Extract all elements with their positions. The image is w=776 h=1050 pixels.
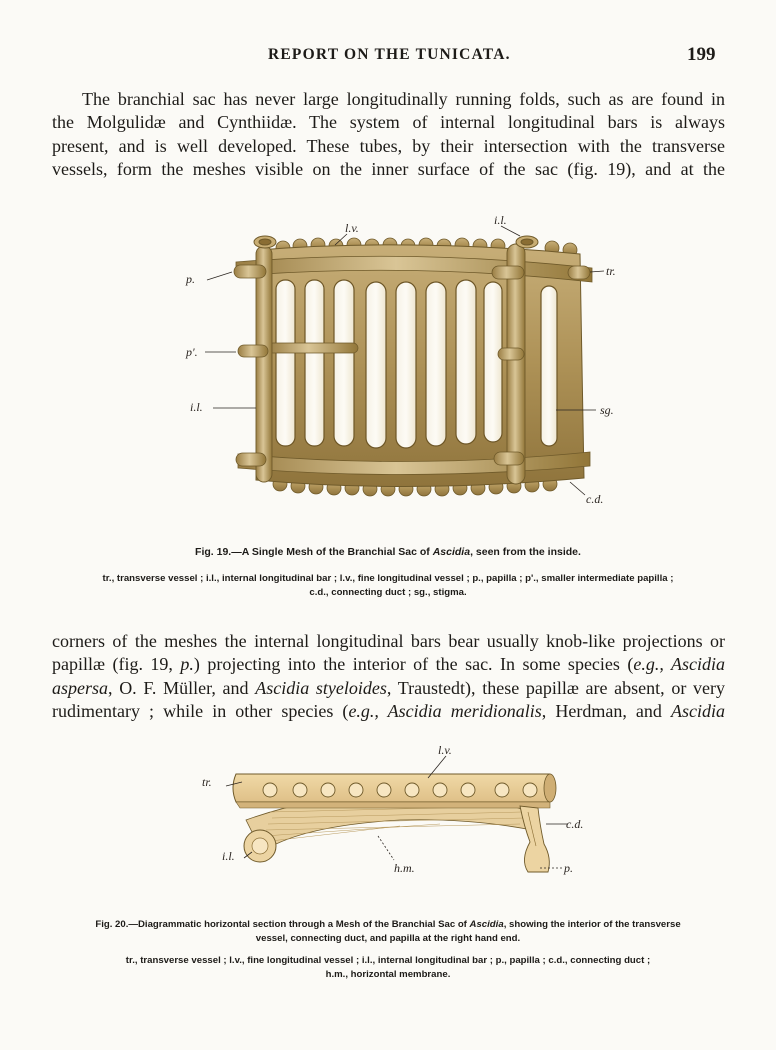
text-run: , O. F. Müller, and	[108, 677, 256, 698]
text-run-italic: e.g., Ascidia meridionalis	[348, 700, 542, 721]
running-title: REPORT ON THE TUNICATA.	[268, 46, 511, 63]
text-run: papillæ (fig. 19,	[52, 654, 181, 675]
fig20-label-lv: l.v.	[438, 743, 452, 757]
figure-19-caption-prefix: Fig. 19.—A Single Mesh of the Branchial Sac of	[195, 546, 433, 558]
fig20-label-p: p.	[564, 861, 573, 875]
figure-20-legend-line: h.m., horizontal membrane.	[325, 969, 451, 980]
figure-20-caption-suffix: , showing the interior of the transverse	[503, 919, 681, 930]
fig19-label-sg: sg.	[600, 403, 614, 417]
text-run-italic: Ascidia	[670, 700, 725, 721]
figure-19-legend-line: c.d., connecting duct ; sg., stigma.	[309, 587, 467, 598]
figure-20-caption-line: vessel, connecting duct, and papilla at the right hand end.	[255, 933, 521, 944]
paragraph-2	[52, 630, 725, 723]
figure-19-caption-genus: Ascidia	[432, 546, 471, 558]
fig19-label-p: p.	[186, 272, 195, 286]
fig20-label-tr: tr.	[202, 775, 212, 789]
fig19-label-il: i.l.	[190, 400, 203, 414]
figure-20-legend	[0, 954, 776, 982]
fig19-label-p-prime: p'.	[186, 345, 198, 359]
text-run: , Traustedt), these papillæ are absent, or very	[386, 677, 725, 698]
mesh-body	[234, 236, 592, 496]
figure-19-legend-line: tr., transverse vessel ; i.l., internal longitudinal bar ; l.v., fine longitudinal vessel ; p., papilla ; p'., smaller intermediate papilla ;	[102, 573, 674, 584]
paragraph-line: present, and is well developed. These tubes, by their intersection with the transverse	[52, 135, 725, 156]
page-number: 199	[687, 44, 716, 65]
fig19-label-lv: l.v.	[345, 221, 359, 235]
figure-19-legend	[0, 572, 776, 600]
figure-20-legend-line: tr., transverse vessel ; l.v., fine longitudinal vessel ; i.l., internal longitudinal bar ; p., papilla ; c.d., connecting duct ;	[125, 955, 651, 966]
figure-20-caption	[40, 918, 736, 946]
figure-20-caption-line	[40, 918, 736, 932]
paragraph-line: vessels, form the meshes visible on the inner surface of the sac (fig. 19), and at the	[52, 158, 725, 179]
paragraph-line: The branchial sac has never large longitudinally running folds, such as are found in	[82, 89, 725, 109]
paragraph-line: corners of the meshes the internal longitudinal bars bear usually knob-like projections or	[52, 631, 725, 651]
figure-19-caption	[0, 546, 776, 558]
text-run: rudimentary ; while in other species (	[52, 700, 349, 721]
figure-20-illustration	[233, 774, 556, 872]
figure-20-caption-prefix: Fig. 20.—Diagrammatic horizontal section through a Mesh of the Branchial Sac of	[95, 919, 470, 930]
fig20-label-cd: c.d.	[566, 817, 584, 831]
fig19-label-tr: tr.	[606, 264, 616, 278]
text-run: , Herdman, and	[541, 700, 671, 721]
fig19-label-cd: c.d.	[586, 492, 604, 506]
text-run-italic: e.g., Ascidia	[633, 654, 725, 675]
text-run-italic: p.	[180, 654, 194, 675]
paragraph-line	[52, 700, 725, 723]
fig19-label-il-top: i.l.	[494, 213, 507, 227]
paragraph-line	[52, 677, 725, 700]
text-run-italic: aspersa	[52, 677, 109, 698]
paragraph-line: the Molgulidæ and Cynthiidæ. The system of internal longitudinal bars is always	[52, 112, 725, 133]
figure-20-caption-genus: Ascidia	[469, 919, 504, 930]
paragraph-line	[52, 653, 725, 676]
text-run: ) projecting into the interior of the sac. In some species (	[193, 654, 634, 675]
figure-19-caption-suffix: , seen from the inside.	[470, 546, 581, 558]
fig20-label-il: i.l.	[222, 849, 235, 863]
text-run-italic: Ascidia styeloides	[255, 677, 387, 698]
fig20-label-hm: h.m.	[394, 861, 415, 875]
paragraph-2-text	[52, 630, 725, 723]
